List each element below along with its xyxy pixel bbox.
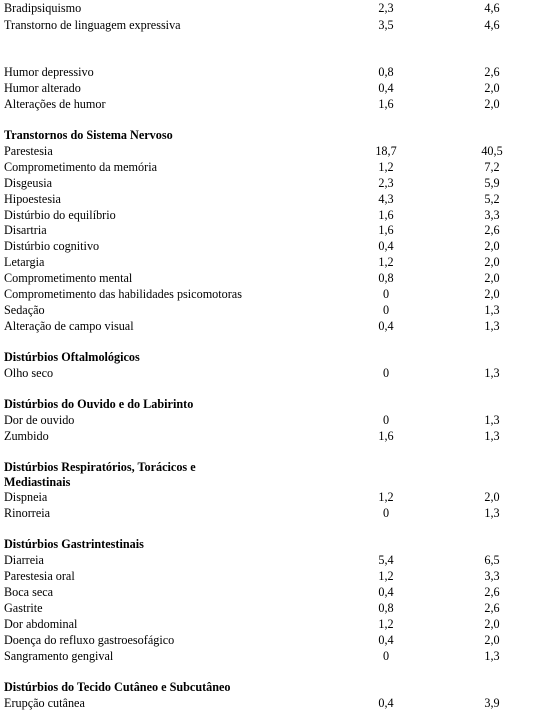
value-column-2: 2,6 bbox=[484, 601, 500, 615]
value-column-2: 3,9 bbox=[484, 696, 500, 710]
section-heading: Distúrbios Gastrintestinais bbox=[4, 537, 144, 551]
value-column-2: 4,6 bbox=[484, 1, 500, 15]
value-column-2: 7,2 bbox=[484, 160, 500, 174]
table-row bbox=[0, 159, 550, 175]
event-label: Humor alterado bbox=[4, 81, 81, 95]
value-column-2: 3,3 bbox=[484, 569, 500, 583]
event-label: Alterações de humor bbox=[4, 97, 106, 111]
event-label: Disartria bbox=[4, 223, 47, 237]
value-column-1: 0 bbox=[382, 287, 390, 301]
value-column-2: 2,0 bbox=[484, 271, 500, 285]
value-column-2: 2,6 bbox=[484, 223, 500, 237]
table-row bbox=[0, 17, 550, 33]
table-row bbox=[0, 600, 550, 616]
value-column-2: 2,0 bbox=[484, 97, 500, 111]
value-column-2: 1,3 bbox=[484, 429, 500, 443]
value-column-1: 0,8 bbox=[378, 271, 394, 285]
value-column-2: 2,0 bbox=[484, 81, 500, 95]
table-row bbox=[0, 568, 550, 584]
section-heading-row bbox=[0, 460, 550, 489]
value-column-1: 0,8 bbox=[378, 601, 394, 615]
section-heading: Transtornos do Sistema Nervoso bbox=[4, 128, 173, 142]
event-label: Parestesia bbox=[4, 144, 53, 158]
value-column-1: 0,4 bbox=[378, 239, 394, 253]
section-heading-row bbox=[0, 679, 550, 695]
value-column-2: 2,6 bbox=[484, 585, 500, 599]
value-column-1: 0,4 bbox=[378, 81, 394, 95]
event-label: Comprometimento das habilidades psicomotoras bbox=[4, 287, 242, 301]
table-row bbox=[0, 64, 550, 80]
table-row bbox=[0, 175, 550, 191]
event-label: Diarreia bbox=[4, 553, 44, 567]
value-column-2: 2,0 bbox=[484, 490, 500, 504]
value-column-1: 1,2 bbox=[378, 569, 394, 583]
value-column-2: 1,3 bbox=[484, 649, 500, 663]
event-label: Letargia bbox=[4, 255, 45, 269]
value-column-1: 0,4 bbox=[378, 633, 394, 647]
value-column-2: 5,2 bbox=[484, 192, 500, 206]
value-column-1: 0,8 bbox=[378, 65, 394, 79]
event-label: Dispneia bbox=[4, 490, 48, 504]
table-row bbox=[0, 254, 550, 270]
event-label: Boca seca bbox=[4, 585, 54, 599]
value-column-1: 1,2 bbox=[378, 160, 394, 174]
value-column-1: 0 bbox=[382, 506, 390, 520]
event-label: Comprometimento da memória bbox=[4, 160, 157, 174]
value-column-1: 0,4 bbox=[378, 585, 394, 599]
table-row bbox=[0, 428, 550, 444]
value-column-1: 0,4 bbox=[378, 319, 394, 333]
table-row bbox=[0, 695, 550, 711]
value-column-1: 0 bbox=[382, 366, 390, 380]
table-row bbox=[0, 302, 550, 318]
event-label: Transtorno de linguagem expressiva bbox=[4, 18, 181, 32]
value-column-1: 1,2 bbox=[378, 617, 394, 631]
event-label: Distúrbio cognitivo bbox=[4, 239, 100, 253]
value-column-1: 5,4 bbox=[378, 553, 394, 567]
value-column-2: 2,0 bbox=[484, 617, 500, 631]
value-column-2: 2,6 bbox=[484, 65, 500, 79]
section-heading: Distúrbios Respiratórios, Torácicos e Mediastinais bbox=[4, 460, 196, 489]
value-column-1: 1,2 bbox=[378, 255, 394, 269]
table-row bbox=[0, 286, 550, 302]
value-column-1: 1,6 bbox=[378, 429, 394, 443]
event-label: Alteração de campo visual bbox=[4, 319, 134, 333]
event-label: Gastrite bbox=[4, 601, 43, 615]
section-heading-row bbox=[0, 536, 550, 552]
table-row bbox=[0, 632, 550, 648]
value-column-1: 1,6 bbox=[378, 97, 394, 111]
table-row bbox=[0, 648, 550, 664]
table-row bbox=[0, 207, 550, 223]
event-label: Zumbido bbox=[4, 429, 49, 443]
value-column-2: 1,3 bbox=[484, 319, 500, 333]
event-label: Sangramento gengival bbox=[4, 649, 114, 663]
value-column-2: 1,3 bbox=[484, 506, 500, 520]
event-label: Dor de ouvido bbox=[4, 413, 75, 427]
table-row bbox=[0, 489, 550, 505]
event-label: Parestesia oral bbox=[4, 569, 75, 583]
event-label: Hipoestesia bbox=[4, 192, 61, 206]
value-column-1: 0,4 bbox=[378, 696, 394, 710]
value-column-2: 1,3 bbox=[484, 366, 500, 380]
value-column-2: 1,3 bbox=[484, 303, 500, 317]
value-column-2: 2,0 bbox=[484, 633, 500, 647]
value-column-1: 1,2 bbox=[378, 490, 394, 504]
table-row bbox=[0, 365, 550, 381]
event-label: Dor abdominal bbox=[4, 617, 78, 631]
value-column-1: 2,3 bbox=[378, 176, 394, 190]
table-row bbox=[0, 222, 550, 238]
section-heading: Distúrbios Oftalmológicos bbox=[4, 350, 140, 364]
table-row bbox=[0, 584, 550, 600]
value-column-2: 4,6 bbox=[484, 18, 500, 32]
event-label: Olho seco bbox=[4, 366, 54, 380]
table-row bbox=[0, 238, 550, 254]
value-column-1: 0 bbox=[382, 303, 390, 317]
section-heading-row bbox=[0, 127, 550, 143]
value-column-1: 18,7 bbox=[375, 144, 397, 158]
value-column-1: 4,3 bbox=[378, 192, 394, 206]
event-label: Comprometimento mental bbox=[4, 271, 133, 285]
event-label: Sedação bbox=[4, 303, 45, 317]
section-heading-row bbox=[0, 349, 550, 365]
event-label: Erupção cutânea bbox=[4, 696, 85, 710]
section-heading: Distúrbios do Ouvido e do Labirinto bbox=[4, 397, 194, 411]
value-column-2: 2,0 bbox=[484, 287, 500, 301]
value-column-2: 40,5 bbox=[481, 144, 503, 158]
value-column-2: 1,3 bbox=[484, 413, 500, 427]
event-label: Rinorreia bbox=[4, 506, 51, 520]
value-column-2: 2,0 bbox=[484, 255, 500, 269]
event-label: Distúrbio do equilíbrio bbox=[4, 208, 116, 222]
event-label: Doença do refluxo gastroesofágico bbox=[4, 633, 175, 647]
value-column-1: 0 bbox=[382, 413, 390, 427]
table-row bbox=[0, 616, 550, 632]
value-column-2: 5,9 bbox=[484, 176, 500, 190]
table-row bbox=[0, 552, 550, 568]
section-heading: Distúrbios do Tecido Cutâneo e Subcutâneo bbox=[4, 680, 231, 694]
value-column-1: 2,3 bbox=[378, 1, 394, 15]
value-column-2: 6,5 bbox=[484, 553, 500, 567]
table-row bbox=[0, 318, 550, 334]
table-row bbox=[0, 412, 550, 428]
table-row bbox=[0, 96, 550, 112]
table-row bbox=[0, 143, 550, 159]
value-column-1: 1,6 bbox=[378, 223, 394, 237]
event-label: Disgeusia bbox=[4, 176, 53, 190]
value-column-1: 0 bbox=[382, 649, 390, 663]
table-row bbox=[0, 0, 550, 16]
value-column-2: 2,0 bbox=[484, 239, 500, 253]
table-row bbox=[0, 80, 550, 96]
value-column-1: 1,6 bbox=[378, 208, 394, 222]
table-row bbox=[0, 191, 550, 207]
value-column-2: 3,3 bbox=[484, 208, 500, 222]
event-label: Bradipsiquismo bbox=[4, 1, 82, 15]
value-column-1: 3,5 bbox=[378, 18, 394, 32]
section-heading-row bbox=[0, 396, 550, 412]
table-row bbox=[0, 270, 550, 286]
table-row bbox=[0, 505, 550, 521]
event-label: Humor depressivo bbox=[4, 65, 94, 79]
